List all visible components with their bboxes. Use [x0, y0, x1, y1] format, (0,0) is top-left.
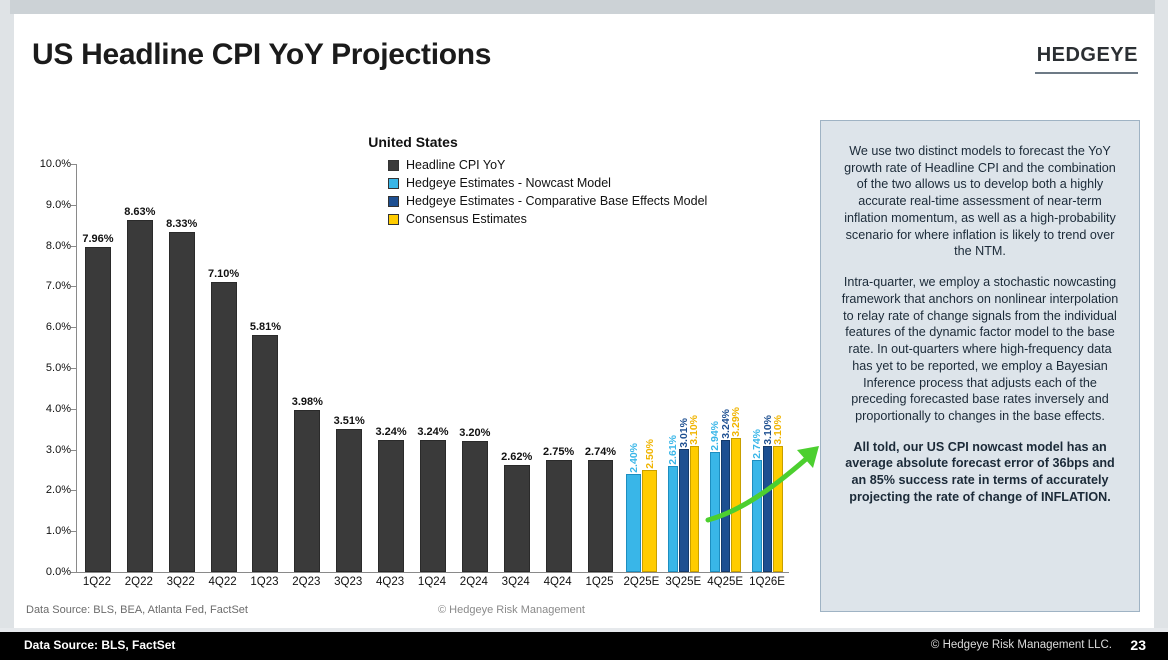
x-axis-tick-label: 2Q22 [124, 576, 153, 588]
right-rail [1154, 14, 1168, 632]
x-axis-tick-label: 4Q22 [208, 576, 237, 588]
bar [291, 395, 323, 572]
bar-value-label: 3.20% [459, 427, 491, 440]
y-axis-tick-mark [71, 572, 77, 573]
y-axis-tick-label: 3.0% [45, 443, 71, 456]
bar [249, 320, 282, 572]
bar [688, 414, 701, 572]
chart [18, 118, 808, 618]
bar-value-label: 3.98% [291, 395, 323, 408]
bar-value-label: 7.10% [207, 268, 240, 281]
bar-value-label: 8.33% [166, 218, 198, 231]
bar [584, 446, 617, 572]
plot-area [39, 158, 789, 578]
bar [543, 445, 575, 572]
bar-value-label: 2.62% [501, 451, 533, 464]
page-title: US Headline CPI YoY Projections [32, 38, 492, 71]
bar-group [580, 446, 622, 572]
chart-title: United States [368, 134, 458, 150]
bar-value-label: 3.01% [677, 418, 690, 449]
legend-label: Headline CPI YoY [406, 158, 506, 172]
bar-group [328, 414, 370, 572]
x-axis-tick-label: 4Q24 [543, 576, 572, 588]
top-decoration-bar-inner [10, 0, 1155, 14]
bar-group [119, 205, 161, 572]
bar-value-label: 2.74% [750, 429, 763, 460]
x-axis-tick-label: 4Q23 [376, 576, 405, 588]
bar-group [747, 414, 789, 572]
bar [501, 451, 533, 572]
commentary-paragraph-3: All told, our US CPI nowcast model has an average absolute forecast error of 36bps and an 85% success rate in terms of accurately projecting the rate of change of INFLATION. [845, 439, 1115, 504]
legend-label: Hedgeye Estimates - Comparative Base Effects Model [406, 194, 708, 208]
commentary-paragraph-2: Intra-quarter, we employ a stochastic nowcasting framework that anchors on nonlinear interpolation to relay rate of change signals from the individual features of the dynamic factor model to the base rate. In out-quarters where high-frequency data has yet to be reported, we employ a Bayesian Inference process that adjusts each of the preceding forecasted base rates inversely and proportionally to changes in the base effects. [841, 275, 1119, 424]
bar [459, 427, 491, 572]
bar-value-label: 3.29% [730, 407, 743, 437]
x-axis-tick-label: 3Q25E [665, 576, 702, 588]
x-axis-tick-label: 3Q24 [501, 576, 530, 588]
x-axis-tick-label: 1Q24 [417, 576, 447, 588]
commentary-paragraph-1: We use two distinct models to forecast the YoY growth rate of Headline CPI and the combination of the two allows us to develop both a highly accurate real-time assessment of near-term inflation momentum, as well as a high-probability scenario for where inflation is likely to trend over the NTM. [844, 144, 1116, 259]
brand-logo: HEDGEYE [1036, 44, 1138, 66]
legend-label: Consensus Estimates [406, 212, 527, 226]
bar-group [538, 445, 580, 572]
footer-copyright: © Hedgeye Risk Management LLC. [930, 639, 1112, 651]
y-axis-tick-label: 5.0% [45, 362, 71, 374]
bar [207, 268, 240, 572]
bar-value-label: 5.81% [249, 320, 282, 333]
y-axis-tick-label: 8.0% [45, 239, 71, 252]
bar-value-label: 3.51% [333, 414, 365, 427]
bar [333, 414, 365, 572]
y-axis-tick-label: 0.0% [45, 566, 71, 578]
x-axis-labels [76, 576, 788, 596]
bar [82, 233, 114, 572]
footer-page-number: 23 [1130, 637, 1146, 653]
x-axis-tick-label: 1Q22 [82, 576, 112, 588]
y-axis-tick-label: 6.0% [45, 321, 71, 334]
chart-source: Data Source: BLS, BEA, Atlanta Fed, FactSet [26, 604, 248, 616]
bar-value-label: 2.50% [643, 439, 656, 469]
bar-value-label: 3.10% [761, 414, 774, 445]
bar-value-label: 8.63% [124, 205, 156, 218]
top-decoration-bar [0, 0, 1168, 14]
footer-source: Data Source: BLS, FactSet [24, 638, 176, 652]
bar [166, 218, 198, 572]
bar-group [412, 425, 454, 572]
bar-value-label: 3.24% [719, 409, 732, 439]
bar-group [203, 268, 245, 572]
bar-group [161, 218, 203, 572]
bar [730, 407, 743, 572]
bar-value-label: 7.96% [82, 233, 114, 246]
bar [626, 443, 641, 572]
bar [677, 418, 690, 572]
x-axis-tick-label: 4Q25E [707, 576, 744, 588]
y-axis-tick-label: 7.0% [45, 280, 71, 293]
bar [124, 205, 156, 572]
x-axis-tick-label: 2Q25E [623, 576, 660, 588]
x-axis-tick-label: 3Q23 [334, 576, 363, 588]
bar [761, 414, 774, 572]
bar-value-label: 3.10% [772, 414, 785, 445]
bar-group [705, 407, 747, 572]
bar-series [77, 164, 789, 572]
bar [667, 434, 680, 572]
bar-value-label: 3.24% [417, 425, 449, 438]
bar-group [496, 451, 538, 572]
bar-value-label: 3.24% [375, 425, 407, 438]
y-axis-tick-label: 1.0% [45, 525, 71, 538]
bar-group [663, 414, 705, 572]
bar-value-label: 2.74% [584, 446, 617, 459]
y-axis-tick-label: 9.0% [45, 198, 71, 211]
bar-group [77, 233, 119, 572]
y-axis-tick-label: 10.0% [39, 158, 71, 170]
bar-value-label: 2.75% [543, 445, 575, 458]
y-axis-tick-label: 4.0% [45, 402, 71, 415]
y-axis-tick-label: 2.0% [45, 484, 71, 497]
bar-group [370, 425, 412, 572]
left-rail [0, 14, 14, 632]
legend-label: Hedgeye Estimates - Nowcast Model [406, 176, 611, 190]
x-axis-tick-label: 1Q25 [585, 576, 614, 588]
bar-group [454, 427, 496, 572]
footer [0, 632, 1168, 660]
x-axis-tick-label: 2Q23 [292, 576, 321, 588]
bar-group [286, 395, 328, 572]
bar [719, 409, 732, 572]
bar [417, 425, 449, 572]
brand-underline [1035, 72, 1138, 74]
bar-group [245, 320, 287, 572]
commentary-box [820, 120, 1140, 612]
bar-value-label: 2.40% [627, 443, 640, 474]
bar [375, 425, 407, 572]
x-axis-tick-label: 2Q24 [459, 576, 488, 588]
bar [709, 421, 722, 572]
chart-copyright: © Hedgeye Risk Management [438, 604, 585, 616]
bar-group [621, 439, 663, 572]
bar-value-label: 3.10% [688, 414, 701, 445]
bar [642, 439, 657, 572]
bar [750, 429, 763, 572]
x-axis-tick-label: 1Q23 [250, 576, 279, 588]
x-axis-tick-label: 3Q22 [166, 576, 195, 588]
bar-value-label: 2.94% [709, 421, 722, 452]
bar-value-label: 2.61% [667, 434, 680, 465]
bar [772, 414, 785, 572]
x-axis-tick-label: 1Q26E [749, 576, 785, 588]
